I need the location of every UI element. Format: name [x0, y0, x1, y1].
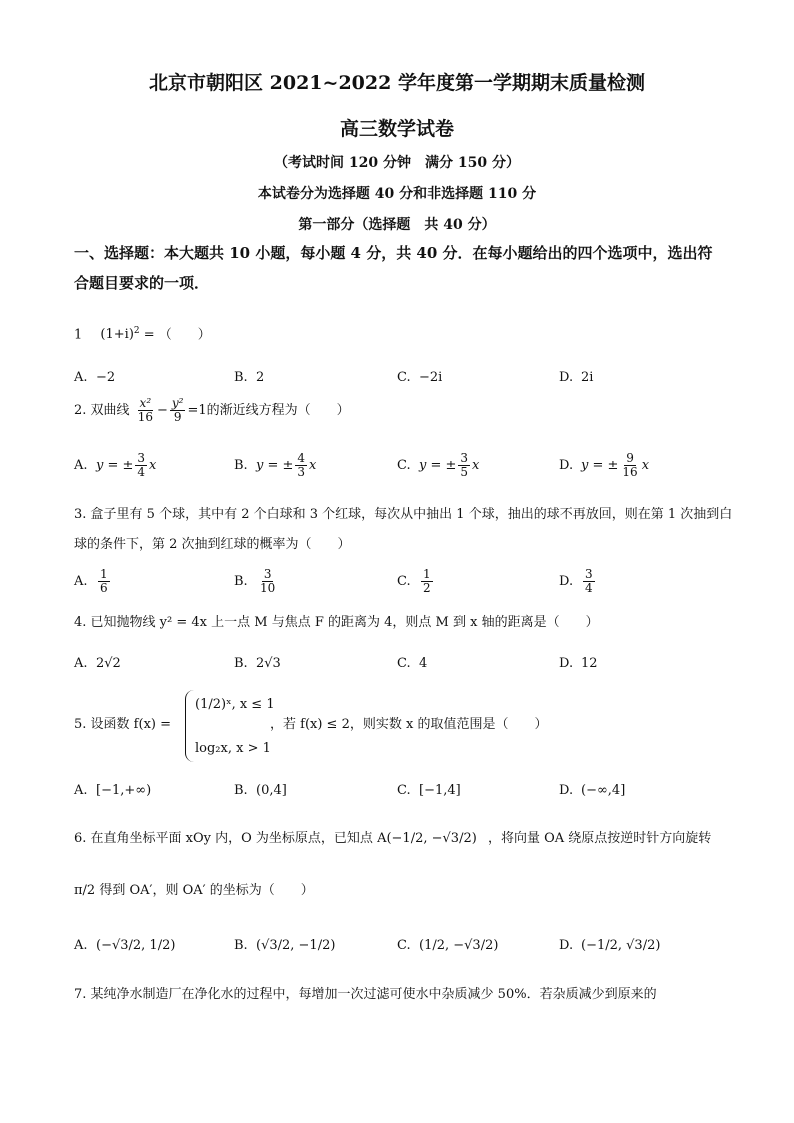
question-3-options [74, 566, 734, 596]
exam-title: 北京市朝阳区 2021~2022 学年度第一学期期末质量检测 [149, 72, 645, 94]
question-1-options [74, 362, 734, 392]
question-4: 4. 已知抛物线 y² = 4x 上一点 M 与焦点 F 的距离为 4，则点 M 到 x 轴的距离是（ ） [74, 615, 599, 630]
question-6-line2: π/2 得到 OA′，则 OA′ 的坐标为（ ） [74, 883, 314, 898]
piecewise-case-1: (1/2)ˣ, x ≤ 1 [195, 697, 275, 712]
question-6-options [74, 930, 734, 960]
piecewise-brace [185, 690, 194, 762]
question-6: 6. 在直角坐标平面 xOy 内，O 为坐标原点，已知点 A(−1/2, −√3/2) [74, 831, 477, 846]
option-d[interactable]: D. (−∞,4] [559, 782, 626, 798]
exam-info: （考试时间 120 分钟 满分 150 分） [274, 155, 520, 171]
option-a[interactable]: A. $\frac{1}{6}$ [74, 566, 108, 595]
option-d[interactable]: D. (−1/2, √3/2) [559, 937, 661, 953]
option-b[interactable]: B. (0,4] [234, 782, 287, 798]
question-5-tail: ，若 f(x) ≤ 2，则实数 x 的取值范围是（ ） [270, 717, 548, 732]
option-a[interactable]: A. [−1,+∞) [74, 782, 152, 798]
option-c[interactable]: C. 4 [397, 655, 428, 671]
option-b[interactable]: B. 2√3 [234, 655, 281, 671]
question-2: 2. 双曲线 $\frac{\text{x²}}{16}$ − $\frac{\text{y²}}{9}$ =1的渐近线方程为（ ） [74, 396, 350, 424]
point-a: A(−1/2, −√3/2) [377, 831, 477, 846]
option-d[interactable]: D. y = ± $\frac{9}{16}$ x [559, 450, 650, 479]
option-b[interactable]: B. (√3/2, −1/2) [234, 937, 336, 953]
question-3: 3. 盒子里有 5 个球，其中有 2 个白球和 3 个红球，每次从中抽出 1 个球，抽出的球不再放回，则在第 1 次抽到白球的条件下，第 2 次抽到红球的概率为（ ） [74, 507, 733, 552]
option-a[interactable]: A. 2√2 [74, 655, 121, 671]
question-5-options [74, 775, 734, 805]
option-c[interactable]: C. [−1,4] [397, 782, 461, 798]
option-b[interactable]: B. $\frac{3}{10}$ [234, 566, 276, 595]
option-d[interactable]: D. $\frac{3}{4}$ [559, 566, 593, 595]
question-2-options [74, 450, 734, 480]
option-c[interactable]: C. −2i [397, 369, 443, 385]
option-c[interactable]: C. (1/2, −√3/2) [397, 937, 499, 953]
option-a[interactable]: A. −2 [74, 369, 116, 385]
score-composition: 本试卷分为选择题 40 分和非选择题 110 分 [257, 186, 537, 202]
piecewise-case-2: log₂x, x > 1 [195, 741, 271, 756]
question-7: 7. 某纯净水制造厂在净化水的过程中，每增加一次过滤可使水中杂质减少 50%．若杂质减少到原来的 [74, 987, 657, 1002]
option-a[interactable]: A. (−√3/2, 1/2) [74, 937, 176, 953]
option-b[interactable]: B. y = ± $\frac{4}{3}$ x [234, 450, 317, 479]
question-number: 1 [74, 327, 83, 343]
option-c[interactable]: C. $\frac{1}{2}$ [397, 566, 431, 595]
question-1: 1 $(1+i)^2$ = （ ） [74, 326, 211, 343]
option-c[interactable]: C. y = ± $\frac{3}{5}$ x [397, 450, 480, 479]
section-instructions: 一、选择题：本大题共 10 小题，每小题 4 分，共 40 分．在每小题给出的四个选项中，选出符合题目要求的一项． [74, 244, 713, 292]
exam-subtitle: 高三数学试卷 [339, 118, 454, 140]
question-5: 5. 设函数 f(x) = [74, 717, 171, 732]
option-b[interactable]: B. 2 [234, 369, 265, 385]
option-d[interactable]: D. 12 [559, 655, 598, 671]
question-6-line1-tail: ，将向量 OA 绕原点按逆时针方向旋转 [488, 831, 712, 846]
part-title: 第一部分（选择题 共 40 分） [298, 217, 496, 233]
option-d[interactable]: D. 2i [559, 369, 594, 385]
option-a[interactable]: A. y = ± $\frac{3}{4}$ x [74, 450, 157, 479]
question-4-options [74, 648, 734, 678]
